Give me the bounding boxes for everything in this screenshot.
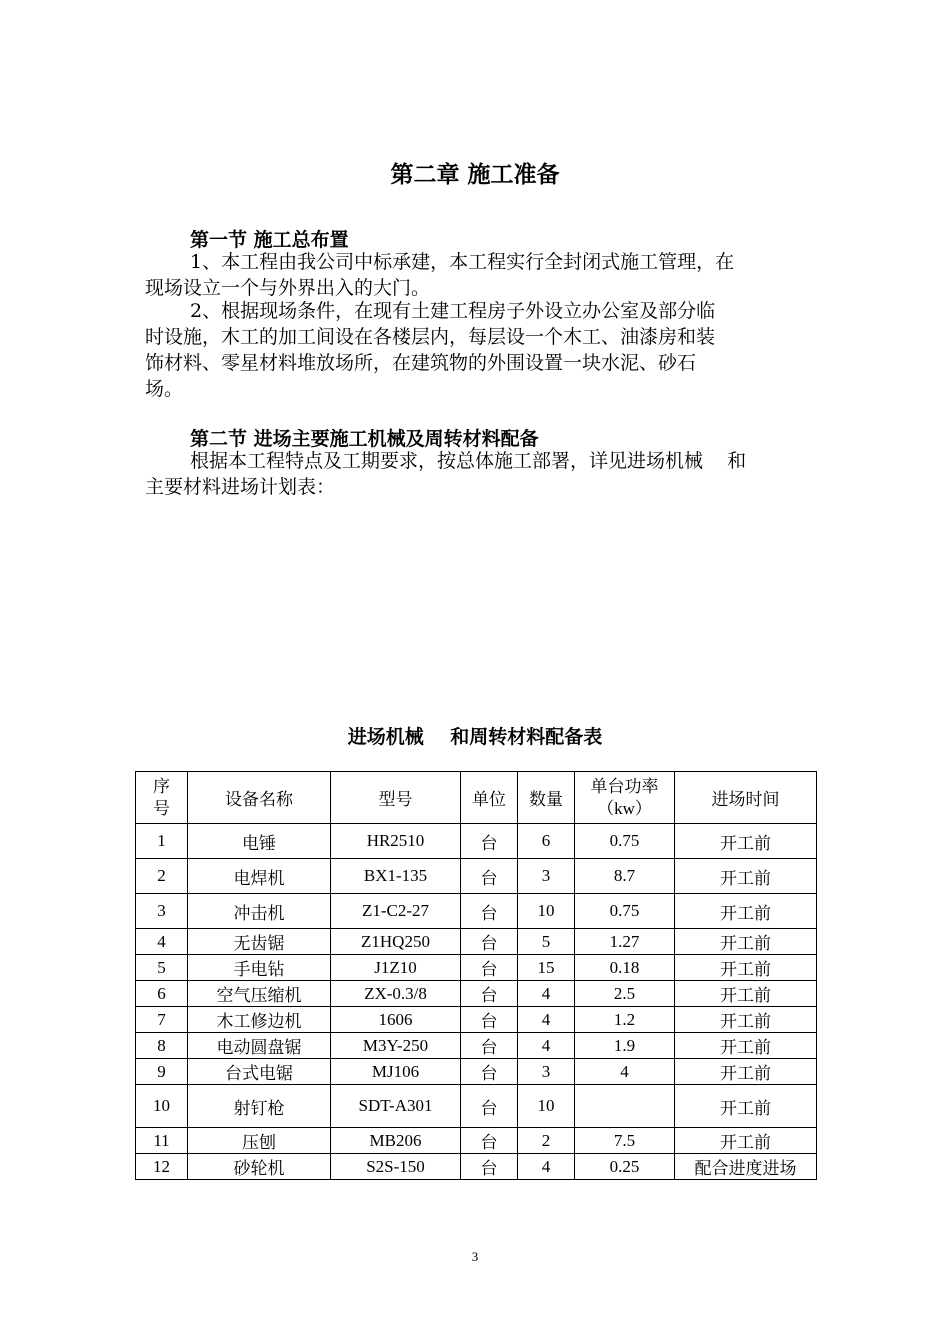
table-cell: 台 xyxy=(461,1128,518,1154)
table-cell: 开工前 xyxy=(675,1007,817,1033)
column-header: 数量 xyxy=(518,772,575,824)
table-cell: 电锤 xyxy=(188,824,331,859)
table-cell: 0.75 xyxy=(575,894,675,929)
table-cell: HR2510 xyxy=(331,824,461,859)
table-cell: 4 xyxy=(518,1154,575,1180)
column-header: 单位 xyxy=(461,772,518,824)
table-cell: 1.2 xyxy=(575,1007,675,1033)
table-row xyxy=(136,859,817,894)
table-cell: 8.7 xyxy=(575,859,675,894)
text-line: 主要材料进场计划表： xyxy=(145,476,336,498)
table-cell: 台 xyxy=(461,1085,518,1128)
table-cell: 台 xyxy=(461,894,518,929)
table-cell: 台式电锯 xyxy=(188,1059,331,1085)
table-cell: 空气压缩机 xyxy=(188,981,331,1007)
table-cell: 3 xyxy=(518,1059,575,1085)
table-cell: 0.25 xyxy=(575,1154,675,1180)
table-cell: 10 xyxy=(136,1085,188,1128)
equipment-table xyxy=(135,771,817,1180)
text-line: 场。 xyxy=(145,378,184,400)
table-cell: 1.9 xyxy=(575,1033,675,1059)
table-cell: 1.27 xyxy=(575,929,675,955)
table-cell: 3 xyxy=(518,859,575,894)
table-cell: 7.5 xyxy=(575,1128,675,1154)
table-cell: 6 xyxy=(136,981,188,1007)
table-cell: 10 xyxy=(518,1085,575,1128)
paragraph-1 xyxy=(145,249,810,301)
table-cell: 无齿锯 xyxy=(188,929,331,955)
table-cell: 台 xyxy=(461,824,518,859)
table-cell: Z1HQ250 xyxy=(331,929,461,955)
table-cell: 台 xyxy=(461,929,518,955)
table-cell: 2.5 xyxy=(575,981,675,1007)
table-row xyxy=(136,1154,817,1180)
table-header-row xyxy=(136,772,817,824)
text-line: 饰材料、零星材料堆放场所，在建筑物的外围设置一块水泥、砂石 xyxy=(145,352,697,374)
table-cell: 9 xyxy=(136,1059,188,1085)
table-cell: 台 xyxy=(461,1007,518,1033)
table-cell: 台 xyxy=(461,955,518,981)
table-row xyxy=(136,1033,817,1059)
table-cell: 开工前 xyxy=(675,1085,817,1128)
table-cell: M3Y-250 xyxy=(331,1033,461,1059)
table-cell: BX1-135 xyxy=(331,859,461,894)
table-cell: 台 xyxy=(461,1059,518,1085)
column-header: 设备名称 xyxy=(188,772,331,824)
table-cell: 6 xyxy=(518,824,575,859)
table-cell: 3 xyxy=(136,894,188,929)
table-cell: 2 xyxy=(136,859,188,894)
table-cell: 2 xyxy=(518,1128,575,1154)
table-title: 进场机械 和周转材料配备表 xyxy=(347,726,603,748)
table-row xyxy=(136,955,817,981)
table-cell: 开工前 xyxy=(675,894,817,929)
table-row xyxy=(136,824,817,859)
table-cell xyxy=(575,1085,675,1128)
table-cell: 0.18 xyxy=(575,955,675,981)
table-cell: 开工前 xyxy=(675,1128,817,1154)
table-cell: 开工前 xyxy=(675,1033,817,1059)
table-cell: 开工前 xyxy=(675,859,817,894)
paragraph-2 xyxy=(145,298,810,402)
table-cell: 7 xyxy=(136,1007,188,1033)
table-cell: 1 xyxy=(136,824,188,859)
table-cell: 电动圆盘锯 xyxy=(188,1033,331,1059)
text-line: 1、本工程由我公司中标承建，本工程实行全封闭式施工管理，在 xyxy=(190,251,735,273)
table-cell: 11 xyxy=(136,1128,188,1154)
table-cell: 开工前 xyxy=(675,929,817,955)
section-title: 第二节 进场主要施工机械及周转材料配备 xyxy=(190,428,539,450)
table-cell: MB206 xyxy=(331,1128,461,1154)
table-cell: 5 xyxy=(136,955,188,981)
table-row xyxy=(136,981,817,1007)
page-number: 3 xyxy=(471,1249,479,1264)
table-cell: 4 xyxy=(518,981,575,1007)
table-cell: 开工前 xyxy=(675,955,817,981)
table-cell: J1Z10 xyxy=(331,955,461,981)
table-cell: 射钉枪 xyxy=(188,1085,331,1128)
table-cell: 台 xyxy=(461,859,518,894)
table-cell: 台 xyxy=(461,1154,518,1180)
text-line: 现场设立一个与外界出入的大门。 xyxy=(145,277,431,299)
table-cell: 电焊机 xyxy=(188,859,331,894)
section-title: 第一节 施工总布置 xyxy=(190,229,349,251)
table-cell: SDT-A301 xyxy=(331,1085,461,1128)
table-cell: 木工修边机 xyxy=(188,1007,331,1033)
text-line: 时设施，木工的加工间设在各楼层内，每层设一个木工、油漆房和装 xyxy=(145,326,716,348)
table-cell: 开工前 xyxy=(675,981,817,1007)
table-cell: 开工前 xyxy=(675,1059,817,1085)
table-row xyxy=(136,894,817,929)
table-cell: 开工前 xyxy=(675,824,817,859)
column-header: 型号 xyxy=(331,772,461,824)
table-cell: 台 xyxy=(461,1033,518,1059)
table-cell: 配合进度进场 xyxy=(675,1154,817,1180)
table-cell: 台 xyxy=(461,981,518,1007)
table-cell: Z1-C2-27 xyxy=(331,894,461,929)
paragraph-3 xyxy=(145,448,810,500)
table-cell: 10 xyxy=(518,894,575,929)
table-row xyxy=(136,1085,817,1128)
table-cell: 15 xyxy=(518,955,575,981)
table-cell: 4 xyxy=(575,1059,675,1085)
table-row xyxy=(136,1007,817,1033)
table-cell: 砂轮机 xyxy=(188,1154,331,1180)
table-cell: 压刨 xyxy=(188,1128,331,1154)
table-cell: 冲击机 xyxy=(188,894,331,929)
table-cell: 1606 xyxy=(331,1007,461,1033)
column-header: 序号 xyxy=(136,772,188,824)
table-cell: 5 xyxy=(518,929,575,955)
table-row xyxy=(136,1059,817,1085)
table-row xyxy=(136,929,817,955)
text-line: 根据本工程特点及工期要求，按总体施工部署，详见进场机械 和 xyxy=(190,450,747,472)
table-cell: 4 xyxy=(518,1033,575,1059)
table-cell: 12 xyxy=(136,1154,188,1180)
table-cell: 4 xyxy=(136,929,188,955)
table-cell: MJ106 xyxy=(331,1059,461,1085)
table-cell: 0.75 xyxy=(575,824,675,859)
column-header: 单台功率（kw） xyxy=(575,772,675,824)
table-cell: 8 xyxy=(136,1033,188,1059)
table-cell: 手电钻 xyxy=(188,955,331,981)
table-cell: 4 xyxy=(518,1007,575,1033)
page-title: 第二章 施工准备 xyxy=(390,162,560,188)
text-line: 2、根据现场条件，在现有土建工程房子外设立办公室及部分临 xyxy=(190,300,716,322)
table-row xyxy=(136,1128,817,1154)
table-cell: ZX-0.3/8 xyxy=(331,981,461,1007)
column-header: 进场时间 xyxy=(675,772,817,824)
table-cell: S2S-150 xyxy=(331,1154,461,1180)
